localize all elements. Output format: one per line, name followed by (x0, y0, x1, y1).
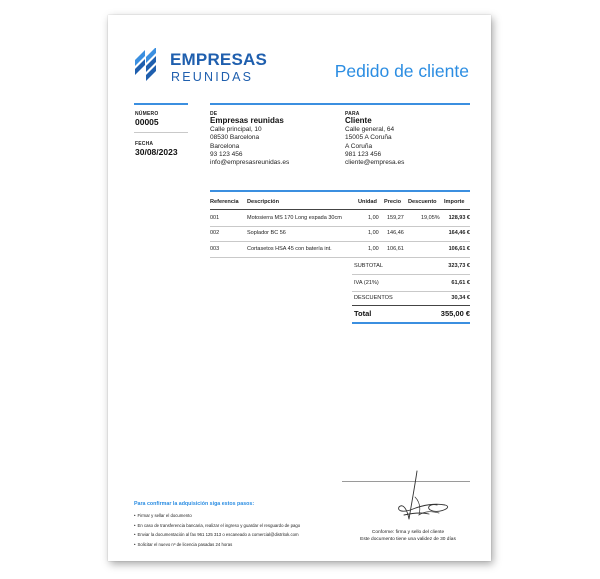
totals-divider (352, 274, 470, 275)
from-line: Calle principal, 10 (210, 126, 262, 133)
table-top-divider (210, 190, 470, 192)
row-qty: 1,00 (368, 246, 379, 252)
total-label: Total (354, 309, 372, 318)
confirmation-title: Para confirmar la adquisición siga estos pasos: (134, 501, 255, 507)
signature-caption: Conforme: firma y sello del cliente (371, 530, 445, 535)
table-header-divider (210, 209, 470, 210)
list-item: • Firmar y sellar el documento (134, 511, 300, 521)
totals-divider (352, 305, 470, 306)
row-ref: 003 (210, 246, 220, 252)
col-header-qty: Unidad (358, 199, 377, 205)
subtotal-label: SUBTOTAL (354, 263, 384, 269)
from-line: Barcelona (210, 142, 240, 150)
from-email: info@empresasreunidas.es (210, 159, 290, 167)
number-label: NÚMERO (135, 111, 159, 117)
iva-value: 61,61 € (451, 280, 470, 286)
total-underline (352, 322, 470, 324)
row-divider (210, 226, 470, 227)
row-amount: 164,46 € (448, 230, 470, 236)
from-line: 08530 Barcelona (210, 134, 260, 142)
to-email: cliente@empresa.es (345, 159, 405, 167)
row-price: 159,27 (387, 215, 404, 221)
order-number: 00005 (135, 117, 159, 127)
handwritten-signature (395, 467, 457, 527)
table-row (210, 246, 470, 256)
table-row (210, 215, 470, 225)
from-address (210, 126, 289, 167)
discounts-value: 30,34 € (451, 295, 470, 301)
meta-divider (134, 103, 188, 105)
row-qty: 1,00 (368, 215, 379, 221)
row-desc: Soplador BC 56 (247, 230, 286, 236)
brand-name-line1: EMPRESAS (170, 50, 268, 69)
row-desc: Motosierra MS 170 Long espada 30cm (247, 215, 342, 221)
to-line: Calle general, 64 (345, 126, 395, 133)
col-header-discount: Descuento (408, 199, 437, 205)
from-name: Empresas reunidas (210, 116, 284, 125)
col-header-desc: Descripción (247, 199, 280, 205)
row-divider (210, 257, 470, 258)
date-label: FECHA (135, 141, 154, 147)
to-line: 981 123 456 (345, 150, 382, 158)
to-address (345, 126, 404, 167)
from-label: DE (210, 111, 218, 117)
row-desc: Cortasetos HSA 45 con batería int. (247, 246, 332, 252)
to-label: PARA (345, 111, 360, 117)
col-header-amount: Importe (444, 199, 465, 205)
company-logo-icon (133, 48, 161, 82)
meta-separator (134, 132, 188, 133)
subtotal-value: 323,73 € (448, 263, 470, 269)
brand-name-line2: REUNIDAS (171, 70, 254, 84)
row-ref: 002 (210, 230, 220, 236)
confirmation-steps (134, 511, 300, 550)
order-date: 30/08/2023 (135, 147, 178, 157)
col-header-ref: Referencia (210, 199, 239, 205)
row-ref: 001 (210, 215, 220, 221)
discounts-label: DESCUENTOS (354, 295, 393, 301)
order-document (108, 15, 491, 561)
row-qty: 1,00 (368, 230, 379, 236)
header-divider (210, 103, 470, 105)
from-line: 93 123 456 (210, 150, 243, 158)
total-value: 355,00 € (440, 309, 470, 318)
document-title: Pedido de cliente (334, 61, 469, 81)
list-item: • Solicitar el nuevo nº de licencia pasadas 24 horas (134, 540, 300, 550)
validity-note: Este documento tiene una validez de 30 días (360, 537, 456, 542)
list-item: • Enviar la documentación al fax 961 125 313 o escaneado a comercial@distritok.com (134, 530, 300, 540)
to-line: A Coruña (345, 142, 373, 150)
to-name: Cliente (345, 116, 372, 125)
col-header-price: Precio (384, 199, 402, 205)
table-row (210, 230, 470, 240)
list-item: • En caso de transferencia bancaria, realizar el ingreso y guardar el resguardo de pago (134, 521, 300, 531)
to-line: 15005 A Coruña (345, 134, 392, 142)
row-discount: 19,05% (421, 215, 440, 221)
row-amount: 106,61 € (448, 246, 470, 252)
totals-divider (352, 291, 470, 292)
row-divider (210, 241, 470, 242)
iva-label: IVA (21%) (354, 280, 379, 286)
row-price: 146,46 (387, 230, 404, 236)
row-price: 106,61 (387, 246, 404, 252)
row-amount: 128,93 € (448, 215, 470, 221)
